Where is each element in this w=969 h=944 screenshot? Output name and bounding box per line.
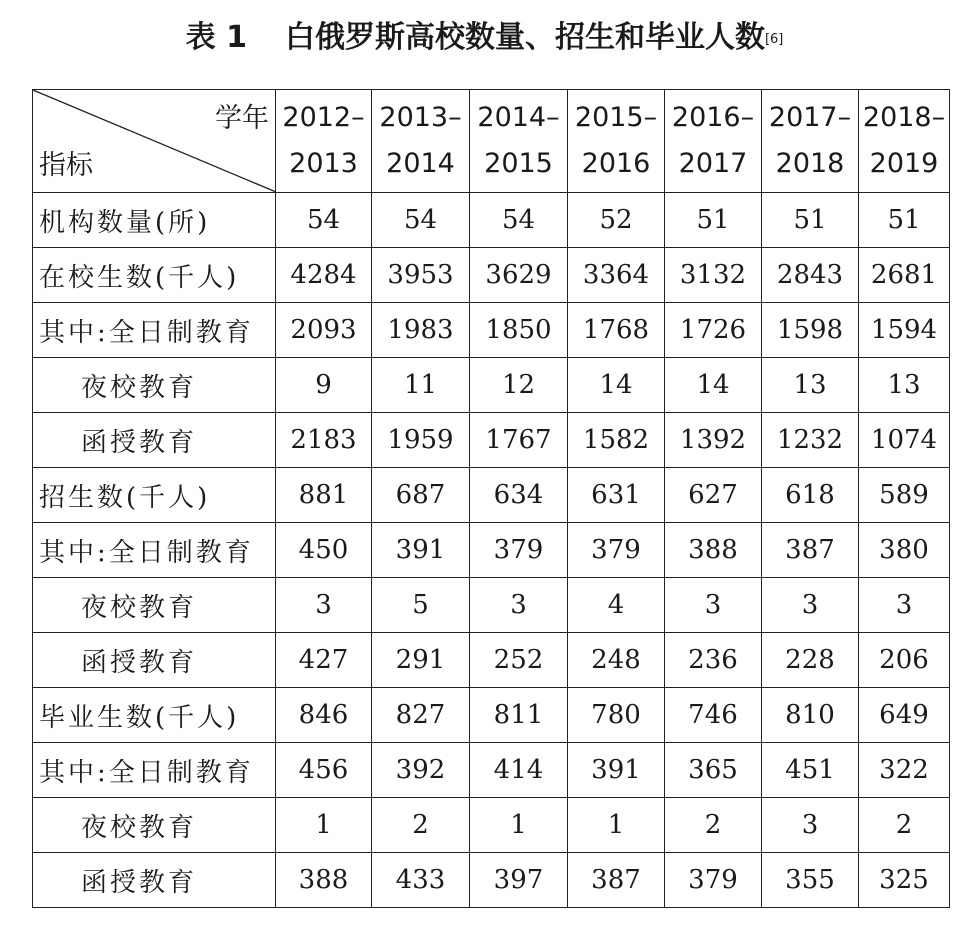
column-header-year: 2018– 2019 — [859, 90, 950, 193]
data-cell: 388 — [276, 853, 372, 908]
data-cell: 12 — [470, 358, 568, 413]
corner-label-year: 学年 — [215, 103, 269, 134]
data-cell: 1582 — [568, 413, 665, 468]
row-label: 夜校教育 — [33, 578, 276, 633]
data-cell: 9 — [276, 358, 372, 413]
data-cell: 51 — [859, 193, 950, 248]
data-cell: 631 — [568, 468, 665, 523]
data-cell: 51 — [665, 193, 762, 248]
data-cell: 3 — [762, 578, 859, 633]
data-cell: 1767 — [470, 413, 568, 468]
data-cell: 1 — [568, 798, 665, 853]
corner-cell — [33, 90, 276, 193]
data-cell: 433 — [372, 853, 470, 908]
row-label: 招生数(千人) — [33, 468, 276, 523]
header-row — [33, 90, 950, 193]
table-row — [33, 578, 950, 633]
column-header-year: 2015– 2016 — [568, 90, 665, 193]
data-cell: 627 — [665, 468, 762, 523]
table-row — [33, 853, 950, 908]
data-cell: 14 — [665, 358, 762, 413]
data-cell: 780 — [568, 688, 665, 743]
row-label: 在校生数(千人) — [33, 248, 276, 303]
data-cell: 3 — [665, 578, 762, 633]
data-cell: 3 — [276, 578, 372, 633]
data-cell: 2681 — [859, 248, 950, 303]
row-label: 机构数量(所) — [33, 193, 276, 248]
row-label: 函授教育 — [33, 633, 276, 688]
data-cell: 11 — [372, 358, 470, 413]
table-row — [33, 303, 950, 358]
row-label: 夜校教育 — [33, 798, 276, 853]
data-cell: 236 — [665, 633, 762, 688]
row-label: 其中:全日制教育 — [33, 303, 276, 358]
column-header-year: 2016– 2017 — [665, 90, 762, 193]
data-cell: 387 — [568, 853, 665, 908]
data-cell: 3953 — [372, 248, 470, 303]
data-cell: 3629 — [470, 248, 568, 303]
data-cell: 380 — [859, 523, 950, 578]
data-cell: 13 — [859, 358, 950, 413]
data-cell: 13 — [762, 358, 859, 413]
data-cell: 427 — [276, 633, 372, 688]
data-cell: 5 — [372, 578, 470, 633]
data-cell: 54 — [276, 193, 372, 248]
column-header-year: 2013– 2014 — [372, 90, 470, 193]
table-title — [0, 16, 969, 60]
data-cell: 1959 — [372, 413, 470, 468]
data-cell: 2183 — [276, 413, 372, 468]
data-cell: 291 — [372, 633, 470, 688]
table-row — [33, 523, 950, 578]
data-cell: 379 — [665, 853, 762, 908]
data-cell: 52 — [568, 193, 665, 248]
data-cell: 2843 — [762, 248, 859, 303]
data-cell: 846 — [276, 688, 372, 743]
data-cell: 3 — [470, 578, 568, 633]
data-cell: 1768 — [568, 303, 665, 358]
data-cell: 1594 — [859, 303, 950, 358]
data-cell: 206 — [859, 633, 950, 688]
data-cell: 687 — [372, 468, 470, 523]
table-caption: 白俄罗斯高校数量、招生和毕业人数 — [284, 20, 765, 55]
data-cell: 392 — [372, 743, 470, 798]
table-row — [33, 358, 950, 413]
data-cell: 881 — [276, 468, 372, 523]
data-cell: 451 — [762, 743, 859, 798]
data-cell: 248 — [568, 633, 665, 688]
data-cell: 3 — [762, 798, 859, 853]
data-cell: 2093 — [276, 303, 372, 358]
table-row — [33, 193, 950, 248]
data-cell: 450 — [276, 523, 372, 578]
data-cell: 228 — [762, 633, 859, 688]
data-cell: 4284 — [276, 248, 372, 303]
data-cell: 391 — [372, 523, 470, 578]
data-cell: 1850 — [470, 303, 568, 358]
table-row — [33, 688, 950, 743]
data-cell: 379 — [568, 523, 665, 578]
data-cell: 4 — [568, 578, 665, 633]
data-cell: 3 — [859, 578, 950, 633]
data-cell: 252 — [470, 633, 568, 688]
data-cell: 1392 — [665, 413, 762, 468]
data-cell: 379 — [470, 523, 568, 578]
data-cell: 1983 — [372, 303, 470, 358]
table-row — [33, 743, 950, 798]
table-row — [33, 798, 950, 853]
data-cell: 54 — [372, 193, 470, 248]
row-label: 夜校教育 — [33, 358, 276, 413]
data-cell: 589 — [859, 468, 950, 523]
column-header-year: 2017– 2018 — [762, 90, 859, 193]
data-cell: 325 — [859, 853, 950, 908]
table-number: 表 1 — [185, 20, 247, 55]
row-label: 其中:全日制教育 — [33, 743, 276, 798]
column-header-year: 2012– 2013 — [276, 90, 372, 193]
data-cell: 3364 — [568, 248, 665, 303]
data-cell: 355 — [762, 853, 859, 908]
data-cell: 810 — [762, 688, 859, 743]
corner-label-indicator: 指标 — [39, 150, 93, 181]
data-cell: 1598 — [762, 303, 859, 358]
data-cell: 322 — [859, 743, 950, 798]
data-cell: 456 — [276, 743, 372, 798]
data-cell: 391 — [568, 743, 665, 798]
data-cell: 746 — [665, 688, 762, 743]
data-cell: 1 — [276, 798, 372, 853]
data-cell: 365 — [665, 743, 762, 798]
data-cell: 827 — [372, 688, 470, 743]
row-label: 其中:全日制教育 — [33, 523, 276, 578]
data-cell: 387 — [762, 523, 859, 578]
data-cell: 1074 — [859, 413, 950, 468]
data-cell: 2 — [859, 798, 950, 853]
row-label: 毕业生数(千人) — [33, 688, 276, 743]
data-cell: 3132 — [665, 248, 762, 303]
table-body — [33, 193, 950, 908]
reference-mark: [6] — [764, 32, 784, 47]
data-cell: 1232 — [762, 413, 859, 468]
data-table — [32, 89, 950, 908]
row-label: 函授教育 — [33, 413, 276, 468]
data-cell: 388 — [665, 523, 762, 578]
column-header-year: 2014– 2015 — [470, 90, 568, 193]
row-label: 函授教育 — [33, 853, 276, 908]
data-cell: 414 — [470, 743, 568, 798]
data-cell: 14 — [568, 358, 665, 413]
data-cell: 2 — [372, 798, 470, 853]
data-cell: 1726 — [665, 303, 762, 358]
table-row — [33, 248, 950, 303]
table-row — [33, 633, 950, 688]
table-row — [33, 468, 950, 523]
data-cell: 634 — [470, 468, 568, 523]
data-cell: 54 — [470, 193, 568, 248]
data-cell: 811 — [470, 688, 568, 743]
data-cell: 2 — [665, 798, 762, 853]
table-row — [33, 413, 950, 468]
data-cell: 649 — [859, 688, 950, 743]
data-cell: 618 — [762, 468, 859, 523]
data-cell: 397 — [470, 853, 568, 908]
data-cell: 51 — [762, 193, 859, 248]
data-cell: 1 — [470, 798, 568, 853]
